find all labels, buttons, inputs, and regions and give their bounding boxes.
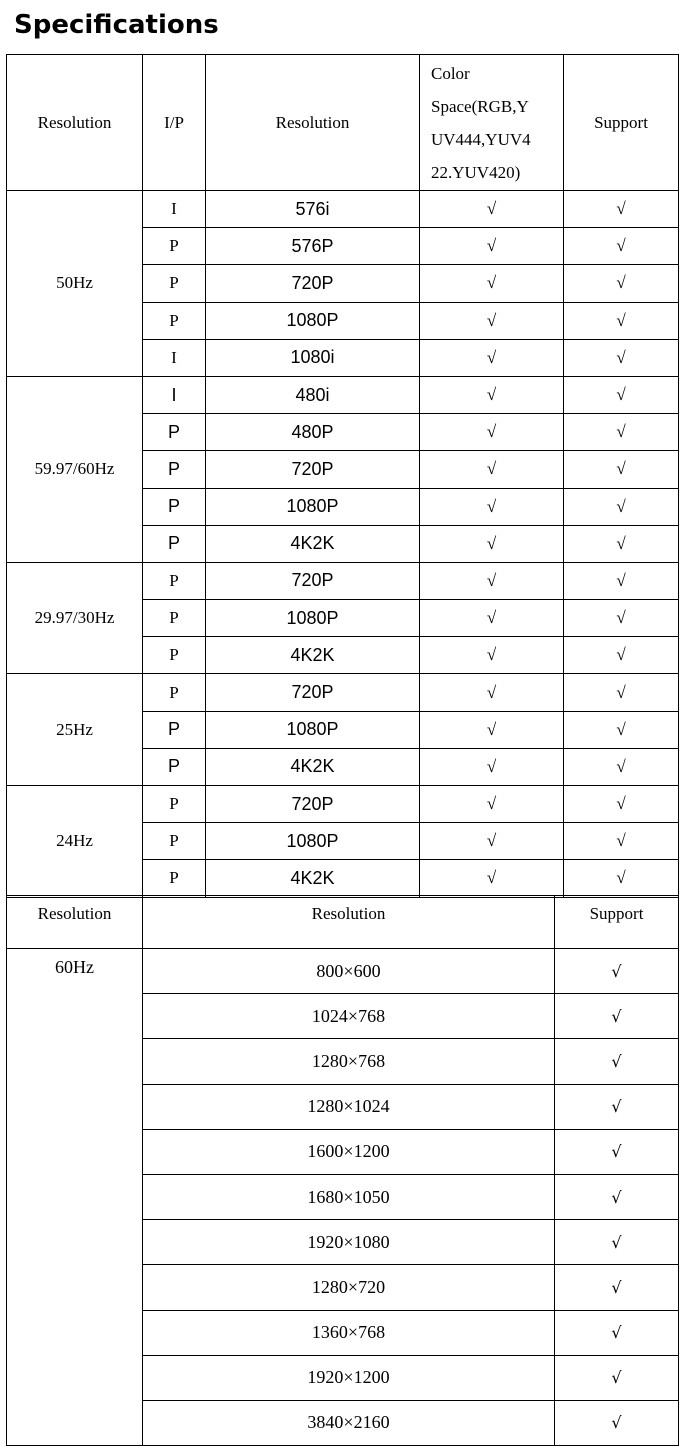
ip-cell: P: [143, 525, 206, 562]
color-space-check: √: [420, 414, 564, 451]
color-space-check: √: [420, 860, 564, 897]
color-space-check: √: [420, 191, 564, 228]
support-check: √: [564, 451, 679, 488]
color-space-check: √: [420, 265, 564, 302]
support-check: √: [564, 600, 679, 637]
resolution-cell: 576P: [206, 228, 420, 265]
frequency-cell: 50Hz: [7, 191, 143, 377]
color-space-check: √: [420, 711, 564, 748]
support-check: √: [564, 414, 679, 451]
resolution-cell: 720P: [206, 786, 420, 823]
support-check: √: [555, 1355, 679, 1400]
table-row: [7, 191, 679, 228]
header-color-space: [420, 55, 564, 191]
color-space-check: √: [420, 339, 564, 376]
support-check: √: [564, 674, 679, 711]
resolution-cell: 3840×2160: [143, 1400, 555, 1445]
header-resolution: Resolution: [7, 55, 143, 191]
support-check: √: [555, 1265, 679, 1310]
resolution-cell: 576i: [206, 191, 420, 228]
resolution-cell: 1024×768: [143, 994, 555, 1039]
support-check: √: [555, 1310, 679, 1355]
ip-cell: P: [143, 414, 206, 451]
ip-cell: P: [143, 265, 206, 302]
support-check: √: [564, 860, 679, 897]
resolution-cell: 1920×1200: [143, 1355, 555, 1400]
support-check: √: [564, 711, 679, 748]
color-space-check: √: [420, 600, 564, 637]
ip-cell: I: [143, 339, 206, 376]
support-check: √: [555, 1220, 679, 1265]
frequency-cell: 25Hz: [7, 674, 143, 786]
header-support: Support: [564, 55, 679, 191]
table-row: [7, 376, 679, 413]
table-row: [7, 562, 679, 599]
resolution-cell: 1080P: [206, 488, 420, 525]
resolution-cell: 720P: [206, 562, 420, 599]
frequency-cell: 60Hz: [7, 949, 143, 1446]
resolution-cell: 1680×1050: [143, 1174, 555, 1219]
support-check: √: [564, 228, 679, 265]
support-check: √: [564, 823, 679, 860]
support-check: √: [555, 1400, 679, 1445]
resolution-cell: 720P: [206, 674, 420, 711]
resolution-cell: 1080P: [206, 711, 420, 748]
resolution-cell: 1280×768: [143, 1039, 555, 1084]
resolution-cell: 1080P: [206, 600, 420, 637]
color-space-line: UV444,YUV4: [431, 129, 531, 149]
support-check: √: [564, 339, 679, 376]
support-check: √: [564, 488, 679, 525]
support-check: √: [564, 637, 679, 674]
support-check: √: [555, 1039, 679, 1084]
page-title: Specifications: [14, 10, 219, 40]
ip-cell: P: [143, 488, 206, 525]
ip-cell: P: [143, 562, 206, 599]
resolution-cell: 4K2K: [206, 860, 420, 897]
resolution-cell: 4K2K: [206, 525, 420, 562]
ip-cell: P: [143, 674, 206, 711]
table-row: [7, 949, 679, 994]
color-space-check: √: [420, 562, 564, 599]
table-row: [7, 786, 679, 823]
ip-cell: P: [143, 302, 206, 339]
color-space-check: √: [420, 302, 564, 339]
color-space-check: √: [420, 451, 564, 488]
resolution-cell: 4K2K: [206, 748, 420, 785]
resolution-cell: 1280×1024: [143, 1084, 555, 1129]
ip-cell: P: [143, 600, 206, 637]
color-space-check: √: [420, 376, 564, 413]
frequency-cell: 59.97/60Hz: [7, 376, 143, 562]
support-check: √: [564, 525, 679, 562]
resolution-cell: 1600×1200: [143, 1129, 555, 1174]
color-space-check: √: [420, 823, 564, 860]
support-check: √: [555, 1174, 679, 1219]
color-space-line: 22.YUV420): [431, 162, 521, 182]
support-check: √: [555, 994, 679, 1039]
header-ip: I/P: [143, 55, 206, 191]
color-space-check: √: [420, 786, 564, 823]
resolution-cell: 720P: [206, 451, 420, 488]
support-check: √: [555, 949, 679, 994]
ip-cell: P: [143, 711, 206, 748]
color-space-line: Space(RGB,Y: [431, 96, 529, 116]
resolution-cell: 1920×1080: [143, 1220, 555, 1265]
ip-cell: P: [143, 748, 206, 785]
support-check: √: [555, 1084, 679, 1129]
frequency-cell: 29.97/30Hz: [7, 562, 143, 674]
color-space-check: √: [420, 228, 564, 265]
support-check: √: [555, 1129, 679, 1174]
color-space-check: √: [420, 637, 564, 674]
ip-cell: I: [143, 376, 206, 413]
color-space-check: √: [420, 488, 564, 525]
resolution-cell: 480P: [206, 414, 420, 451]
video-timing-table: [6, 54, 679, 898]
table1-header-row: [7, 55, 679, 191]
ip-cell: P: [143, 637, 206, 674]
resolution-cell: 1080i: [206, 339, 420, 376]
header-resolution-2: Resolution: [206, 55, 420, 191]
resolution-cell: 720P: [206, 265, 420, 302]
ip-cell: P: [143, 228, 206, 265]
ip-cell: P: [143, 451, 206, 488]
resolution-cell: 1080P: [206, 823, 420, 860]
support-check: √: [564, 302, 679, 339]
header-support: Support: [555, 896, 679, 949]
support-check: √: [564, 376, 679, 413]
table-row: [7, 674, 679, 711]
support-check: √: [564, 191, 679, 228]
support-check: √: [564, 748, 679, 785]
color-space-check: √: [420, 748, 564, 785]
color-space-line: Color: [431, 63, 470, 83]
support-check: √: [564, 786, 679, 823]
pc-resolution-table: [6, 895, 679, 1446]
frequency-cell: 24Hz: [7, 786, 143, 898]
color-space-check: √: [420, 674, 564, 711]
resolution-cell: 1080P: [206, 302, 420, 339]
resolution-cell: 480i: [206, 376, 420, 413]
support-check: √: [564, 265, 679, 302]
color-space-check: √: [420, 525, 564, 562]
resolution-cell: 4K2K: [206, 637, 420, 674]
support-check: √: [564, 562, 679, 599]
resolution-cell: 1280×720: [143, 1265, 555, 1310]
table2-header-row: [7, 896, 679, 949]
ip-cell: I: [143, 191, 206, 228]
ip-cell: P: [143, 823, 206, 860]
header-resolution: Resolution: [7, 896, 143, 949]
header-resolution-2: Resolution: [143, 896, 555, 949]
ip-cell: P: [143, 786, 206, 823]
ip-cell: P: [143, 860, 206, 897]
resolution-cell: 800×600: [143, 949, 555, 994]
resolution-cell: 1360×768: [143, 1310, 555, 1355]
